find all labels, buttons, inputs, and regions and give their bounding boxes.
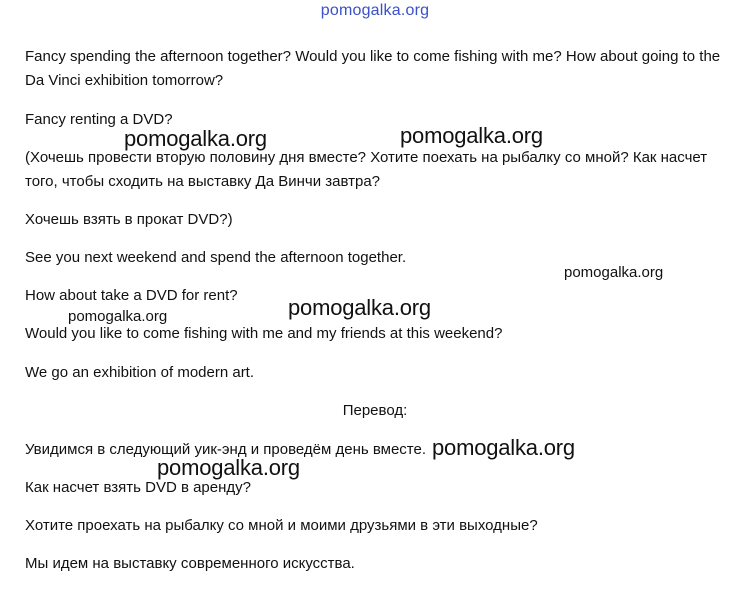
paragraph-weekend-ru: Увидимся в следующий уик-энд и проведём день вместе. xyxy=(25,441,427,458)
paragraph-dvd-en: Fancy renting a DVD? xyxy=(25,111,173,128)
paragraph-weekend-en: See you next weekend and spend the afternoon together. xyxy=(25,249,407,266)
paragraph-fishing-ru: Хотите проехать на рыбалку со мной и моими друзьями в эти выходные? xyxy=(25,517,538,534)
paragraph-fishing-en: Would you like to come fishing with me and my friends at this weekend? xyxy=(25,325,503,342)
watermark-text: pomogalka.org xyxy=(400,123,543,148)
watermark-text: pomogalka.org xyxy=(564,264,664,281)
watermark-text: pomogalka.org xyxy=(432,435,575,460)
watermark-text: pomogalka.org xyxy=(157,455,300,480)
paragraph-dvd-rent-en: How about take a DVD for rent? xyxy=(25,287,238,304)
watermark-text: pomogalka.org xyxy=(288,295,431,320)
paragraph-exhibition-ru: Мы идем на выставку современного искусства. xyxy=(25,555,355,572)
header-watermark: pomogalka.org xyxy=(320,2,430,19)
watermark-text: pomogalka.org xyxy=(68,308,168,325)
paragraph-invitations-ru: (Хочешь провести вторую половину дня вместе? Хотите поехать на рыбалку со мной? Как насчет того, чтобы сходить на выставку Да Винчи завтра? xyxy=(25,149,708,190)
paragraph-exhibition-en: We go an exhibition of modern art. xyxy=(25,364,255,381)
paragraph-dvd-rent-ru: Как насчет взять DVD в аренду? xyxy=(25,479,251,496)
paragraph-dvd-ru: Хочешь взять в прокат DVD?) xyxy=(25,211,233,228)
paragraph-invitations-en: Fancy spending the afternoon together? Would you like to come fishing with me? How about going to the Da Vinci exhibition tomorrow? xyxy=(25,48,721,89)
translation-heading: Перевод: xyxy=(342,402,408,419)
watermark-text: pomogalka.org xyxy=(124,126,267,151)
